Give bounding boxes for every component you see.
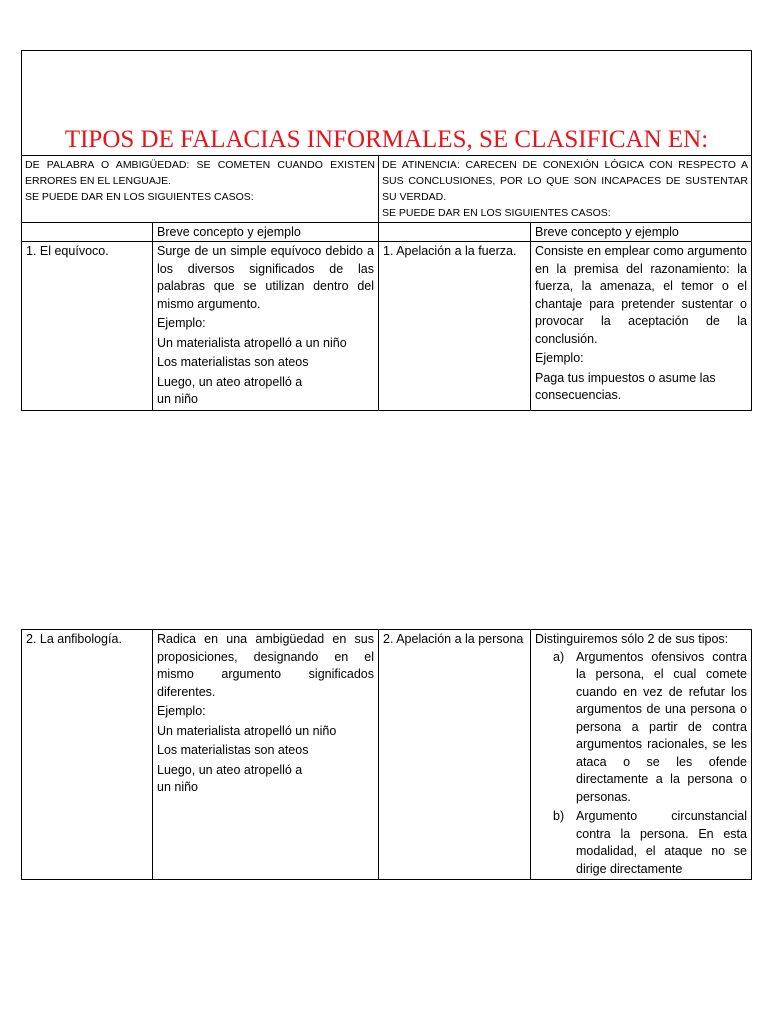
atinencia-cases-label: SE PUEDE DAR EN LOS SIGUIENTES CASOS: [382,207,611,219]
equivoco-example-line: Luego, un ateo atropelló a [157,374,303,389]
anfibologia-example-line: un niño [157,780,199,794]
anfibologia-example-label: Ejemplo: [157,704,206,718]
fuerza-concept: Consiste en emplear como argumento en la premisa del razonamiento: la fuerza, la amenaza, el temor o el chantaje para pretender sustentar o provocar la aceptación de la conclusión. [535,244,747,346]
header-empty-right [379,223,531,242]
fuerza-example: Paga tus impuestos o asume las consecuencias. [535,370,716,402]
fuerza-example-label: Ejemplo: [535,351,584,365]
title-cell [22,51,752,156]
column-header-concept-left: Breve concepto y ejemplo [153,223,379,242]
anfibologia-concept: Radica en una ambigüedad en sus proposiciones, designando en el mismo argumento significados diferentes. [157,632,374,699]
anfibologia-example-line: Los materialistas son ateos [157,743,309,757]
equivoco-concept-cell [153,242,379,411]
persona-type-b-text: Argumento circunstancial contra la persona. En esta modalidad, el ataque no se dirige directamente [576,809,747,876]
equivoco-name: 1. El equívoco. [22,242,153,411]
persona-types-list [535,649,747,879]
persona-type-a-text: Argumentos ofensivos contra la persona, el cual comete cuando en vez de refutar los argumentos de una persona o persona a partir de contra argumentos racionales, se les ataca o se les ofende directamente a la persona o personas. [576,649,747,804]
equivoco-example-line: un niño [157,392,199,406]
palabra-cases-label: SE PUEDE DAR EN LOS SIGUIENTES CASOS: [25,191,254,203]
persona-type-a [535,649,747,807]
column-header-concept-right: Breve concepto y ejemplo [531,223,752,242]
fallacies-table-bottom [21,629,752,880]
equivoco-concept: Surge de un simple equívoco debido a los diversos significados de las palabras que se utilizan dentro del mismo argumento. [157,244,374,311]
persona-type-b [535,808,747,878]
anfibologia-example-line: Luego, un ateo atropelló a [157,762,303,777]
fuerza-name: 1. Apelación a la fuerza. [379,242,531,411]
fallacies-table-top [21,50,752,411]
anfibologia-concept-cell [153,630,379,880]
fuerza-concept-cell [531,242,752,411]
equivoco-example-label: Ejemplo: [157,316,206,330]
equivoco-example-line: Un materialista atropelló a un niño [157,335,347,350]
anfibologia-example-line: Un materialista atropelló un niño [157,723,337,738]
equivoco-example-line: Los materialistas son ateos [157,355,309,369]
header-empty-left [22,223,153,242]
persona-concept-cell [531,630,752,880]
anfibologia-name: 2. La anfibología. [22,630,153,880]
list-marker: b) [553,809,565,823]
atinencia-description: DE ATINENCIA: CARECEN DE CONEXIÓN LÓGICA CON RESPECTO A SUS CONCLUSIONES, POR LO QUE SON INCAPACES DE SUSTENTAR SU VERDAD. [382,159,748,203]
palabra-category [22,156,379,223]
list-marker: a) [553,649,565,664]
atinencia-category [379,156,752,223]
persona-name: 2. Apelación a la persona [379,630,531,880]
palabra-description: DE PALABRA O AMBIGÜEDAD: SE COMETEN CUANDO EXISTEN ERRORES EN EL LENGUAJE. [25,159,375,187]
persona-intro: Distinguiremos sólo 2 de sus tipos: [535,632,729,646]
page-title: TIPOS DE FALACIAS INFORMALES, SE CLASIFICAN EN: [64,126,709,153]
